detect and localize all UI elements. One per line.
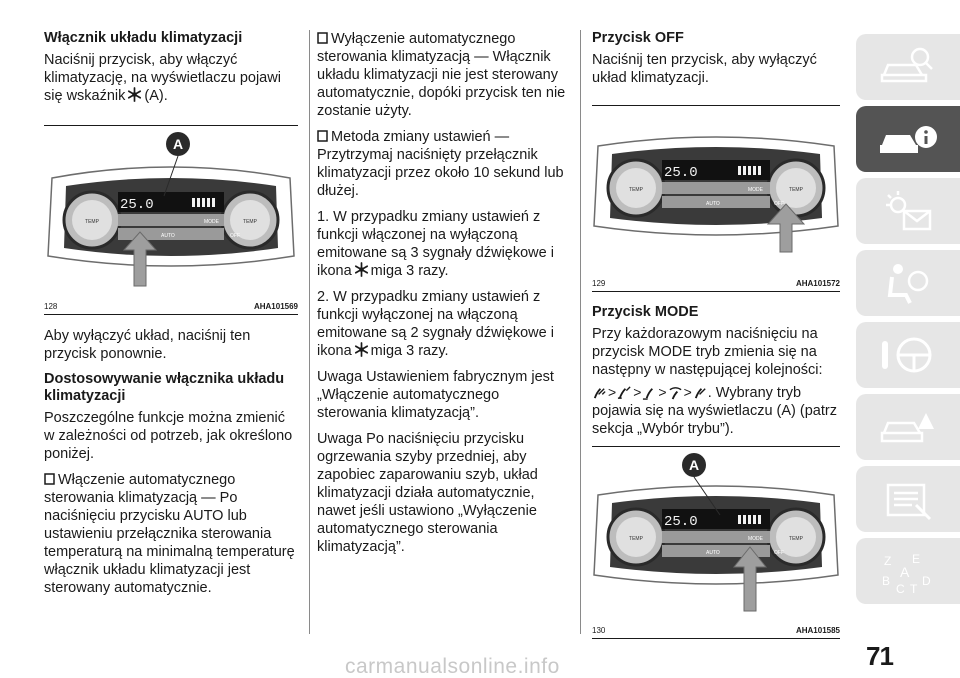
tab-driving[interactable]: [856, 322, 960, 388]
steering-wheel-icon: [876, 331, 940, 379]
paragraph-mode-sequence: [592, 383, 840, 438]
heading-off-button: Przycisk OFF: [592, 30, 684, 46]
text: Włączenie automatycznego sterowania klimatyzacją — Po naciśnięciu przycisku AUTO lub ustawieniu przełącznika sterowania temperaturą na minimalną temperaturę włącznik układu klimatyzacji jest sterowany automatycznie.: [44, 472, 295, 596]
display-temp: 25.0: [664, 165, 698, 181]
tab-index[interactable]: [856, 538, 960, 604]
text: (A).: [144, 88, 168, 104]
off-label: OFF: [774, 201, 784, 207]
temp-label-left: TEMP: [85, 219, 99, 225]
off-label: OFF: [230, 233, 240, 239]
tab-emergency[interactable]: [856, 394, 960, 460]
note-defrost: Uwaga Po naciśnięciu przycisku ogrzewania szyby przedniej, aby zapobiec zaparowaniu szyb, układ klimatyzacji działa automatycznie, nawet jeśli ustawiono „Wyłączenie automatycznego sterowania klimatyzacją”.: [317, 431, 538, 555]
text: Wyłączenie automatycznego sterowania klimatyzacją — Włącznik układu klimatyzacji nie jest sterowany automatycznie, dopóki przycisk ten nie zostanie użyty.: [317, 31, 566, 119]
heading-ac-switch: Włącznik układu klimatyzacji: [44, 30, 243, 46]
paragraph-ac-on: [44, 51, 298, 105]
car-info-icon: [876, 115, 940, 163]
mode-label: MODE: [748, 187, 763, 193]
mode-label: MODE: [204, 219, 219, 225]
temp-label-right: TEMP: [789, 536, 803, 542]
figure-128: [44, 125, 298, 315]
paragraph-auto-off: [317, 30, 570, 120]
paragraph-auto-on: [44, 471, 298, 597]
callout-a: A: [172, 136, 184, 152]
fan-face-icon: [592, 385, 607, 400]
text: 2. W przypadku zmiany ustawień z funkcji wyłączonej na włączoną emitowane są 2 sygnały dźwiękowe i ikona: [317, 289, 554, 359]
page-number: 71: [866, 641, 893, 671]
climate-panel-image: [44, 126, 298, 294]
figure-number: 128: [44, 302, 58, 311]
figure-number: 130: [592, 626, 606, 635]
svg-text:B: B: [882, 574, 891, 588]
checkbox-icon: [317, 32, 328, 44]
text: 1. W przypadku zmiany ustawień z funkcji włączonej na wyłączoną emitowane są 3 sygnały dźwiękowe i ikona: [317, 209, 554, 279]
checkbox-icon: [44, 473, 55, 485]
svg-text:Z: Z: [884, 554, 892, 568]
tab-car-info[interactable]: [856, 106, 960, 172]
text: miga 3 razy.: [370, 343, 449, 359]
figure-number: 129: [592, 279, 606, 288]
figure-caption: [592, 279, 840, 288]
warning-lights-icon: [876, 187, 940, 235]
auto-label: AUTO: [706, 201, 720, 207]
paragraph-ac-off: Aby wyłączyć układ, naciśnij ten przycisk ponownie.: [44, 328, 251, 362]
off-label: OFF: [774, 550, 784, 556]
sequence-separator: >: [633, 384, 642, 400]
tab-safety[interactable]: [856, 250, 960, 316]
paragraph-step-2: [317, 288, 570, 360]
tab-warning-lights[interactable]: [856, 178, 960, 244]
column-divider-1: [309, 30, 310, 634]
temp-label-right: TEMP: [789, 187, 803, 193]
climate-panel-image: [592, 447, 840, 615]
sequence-separator: >: [658, 384, 667, 400]
column-1: [44, 30, 298, 605]
section-tabs: [856, 34, 960, 610]
svg-text:C: C: [896, 582, 905, 595]
display-temp: 25.0: [120, 197, 154, 213]
figure-code: AHA101572: [795, 279, 840, 288]
fan-feet-icon: [642, 385, 657, 400]
fan-bilevel-icon: [617, 385, 632, 400]
fan-face-icon: [693, 385, 708, 400]
temp-label-left: TEMP: [629, 187, 643, 193]
index-icon: [876, 547, 940, 595]
seat-airbag-icon: [876, 259, 940, 307]
figure-code: AHA101569: [253, 302, 298, 311]
temp-label-right: TEMP: [243, 219, 257, 225]
figure-129: [592, 105, 840, 292]
sequence-separator: >: [608, 384, 617, 400]
figure-caption: [592, 626, 840, 635]
column-2: [317, 30, 570, 564]
paragraph-mode: Przy każdorazowym naciśnięciu na przycisk MODE tryb zmienia się na następny w następującej kolejności:: [592, 326, 823, 378]
text: Naciśnij przycisk, aby włączyć klimatyzację, na wyświetlaczu pojawi się wskaźnik: [44, 52, 281, 104]
column-3: [592, 30, 840, 651]
climate-panel-image: [592, 106, 840, 266]
text: miga 3 razy.: [370, 263, 449, 279]
text: Metoda zmiany ustawień — Przytrzymaj naciśnięty przełącznik klimatyzacji przez około 10 sekund lub dłużej.: [317, 129, 564, 199]
mode-label: MODE: [748, 536, 763, 542]
auto-label: AUTO: [706, 550, 720, 556]
ac-snowflake-icon: [127, 87, 142, 102]
fan-defrost-icon: [668, 385, 683, 400]
paragraph-off: Naciśnij ten przycisk, aby wyłączyć układ klimatyzacji.: [592, 52, 817, 86]
svg-text:A: A: [900, 564, 910, 580]
callout-a: A: [688, 457, 700, 473]
note-factory-setting: Uwaga Ustawieniem fabrycznym jest „Włączenie automatycznego sterowania klimatyzacją”.: [317, 369, 554, 421]
figure-caption: [44, 302, 298, 311]
tab-vehicle[interactable]: [856, 34, 960, 100]
paragraph-step-1: [317, 208, 570, 280]
column-divider-2: [580, 30, 581, 634]
figure-code: AHA101585: [795, 626, 840, 635]
checkbox-icon: [317, 130, 328, 142]
paragraph-change-method: [317, 128, 570, 200]
watermark: carmanualsonline.info: [345, 655, 560, 678]
tab-maintenance[interactable]: [856, 466, 960, 532]
car-magnify-icon: [876, 43, 940, 91]
heading-mode-button: Przycisk MODE: [592, 304, 699, 320]
svg-text:T: T: [910, 582, 918, 595]
text: . Wybrany tryb pojawia się na wyświetlaczu (A) (patrz sekcja „Wybór trybu”).: [592, 385, 837, 437]
heading-customize: Dostosowywanie włącznika układu klimatyzacji: [44, 371, 285, 404]
paragraph-customize: Poszczególne funkcje można zmienić w zależności od potrzeb, jak określono poniżej.: [44, 410, 293, 462]
svg-text:D: D: [922, 574, 931, 588]
ac-snowflake-icon: [354, 342, 369, 357]
auto-label: AUTO: [161, 233, 175, 239]
sequence-separator: >: [683, 384, 692, 400]
ac-snowflake-icon: [354, 262, 369, 277]
figure-130: [592, 446, 840, 639]
svg-text:E: E: [912, 552, 921, 566]
temp-label-left: TEMP: [629, 536, 643, 542]
display-temp: 25.0: [664, 514, 698, 530]
car-emergency-icon: [876, 403, 940, 451]
maintenance-icon: [876, 475, 940, 523]
